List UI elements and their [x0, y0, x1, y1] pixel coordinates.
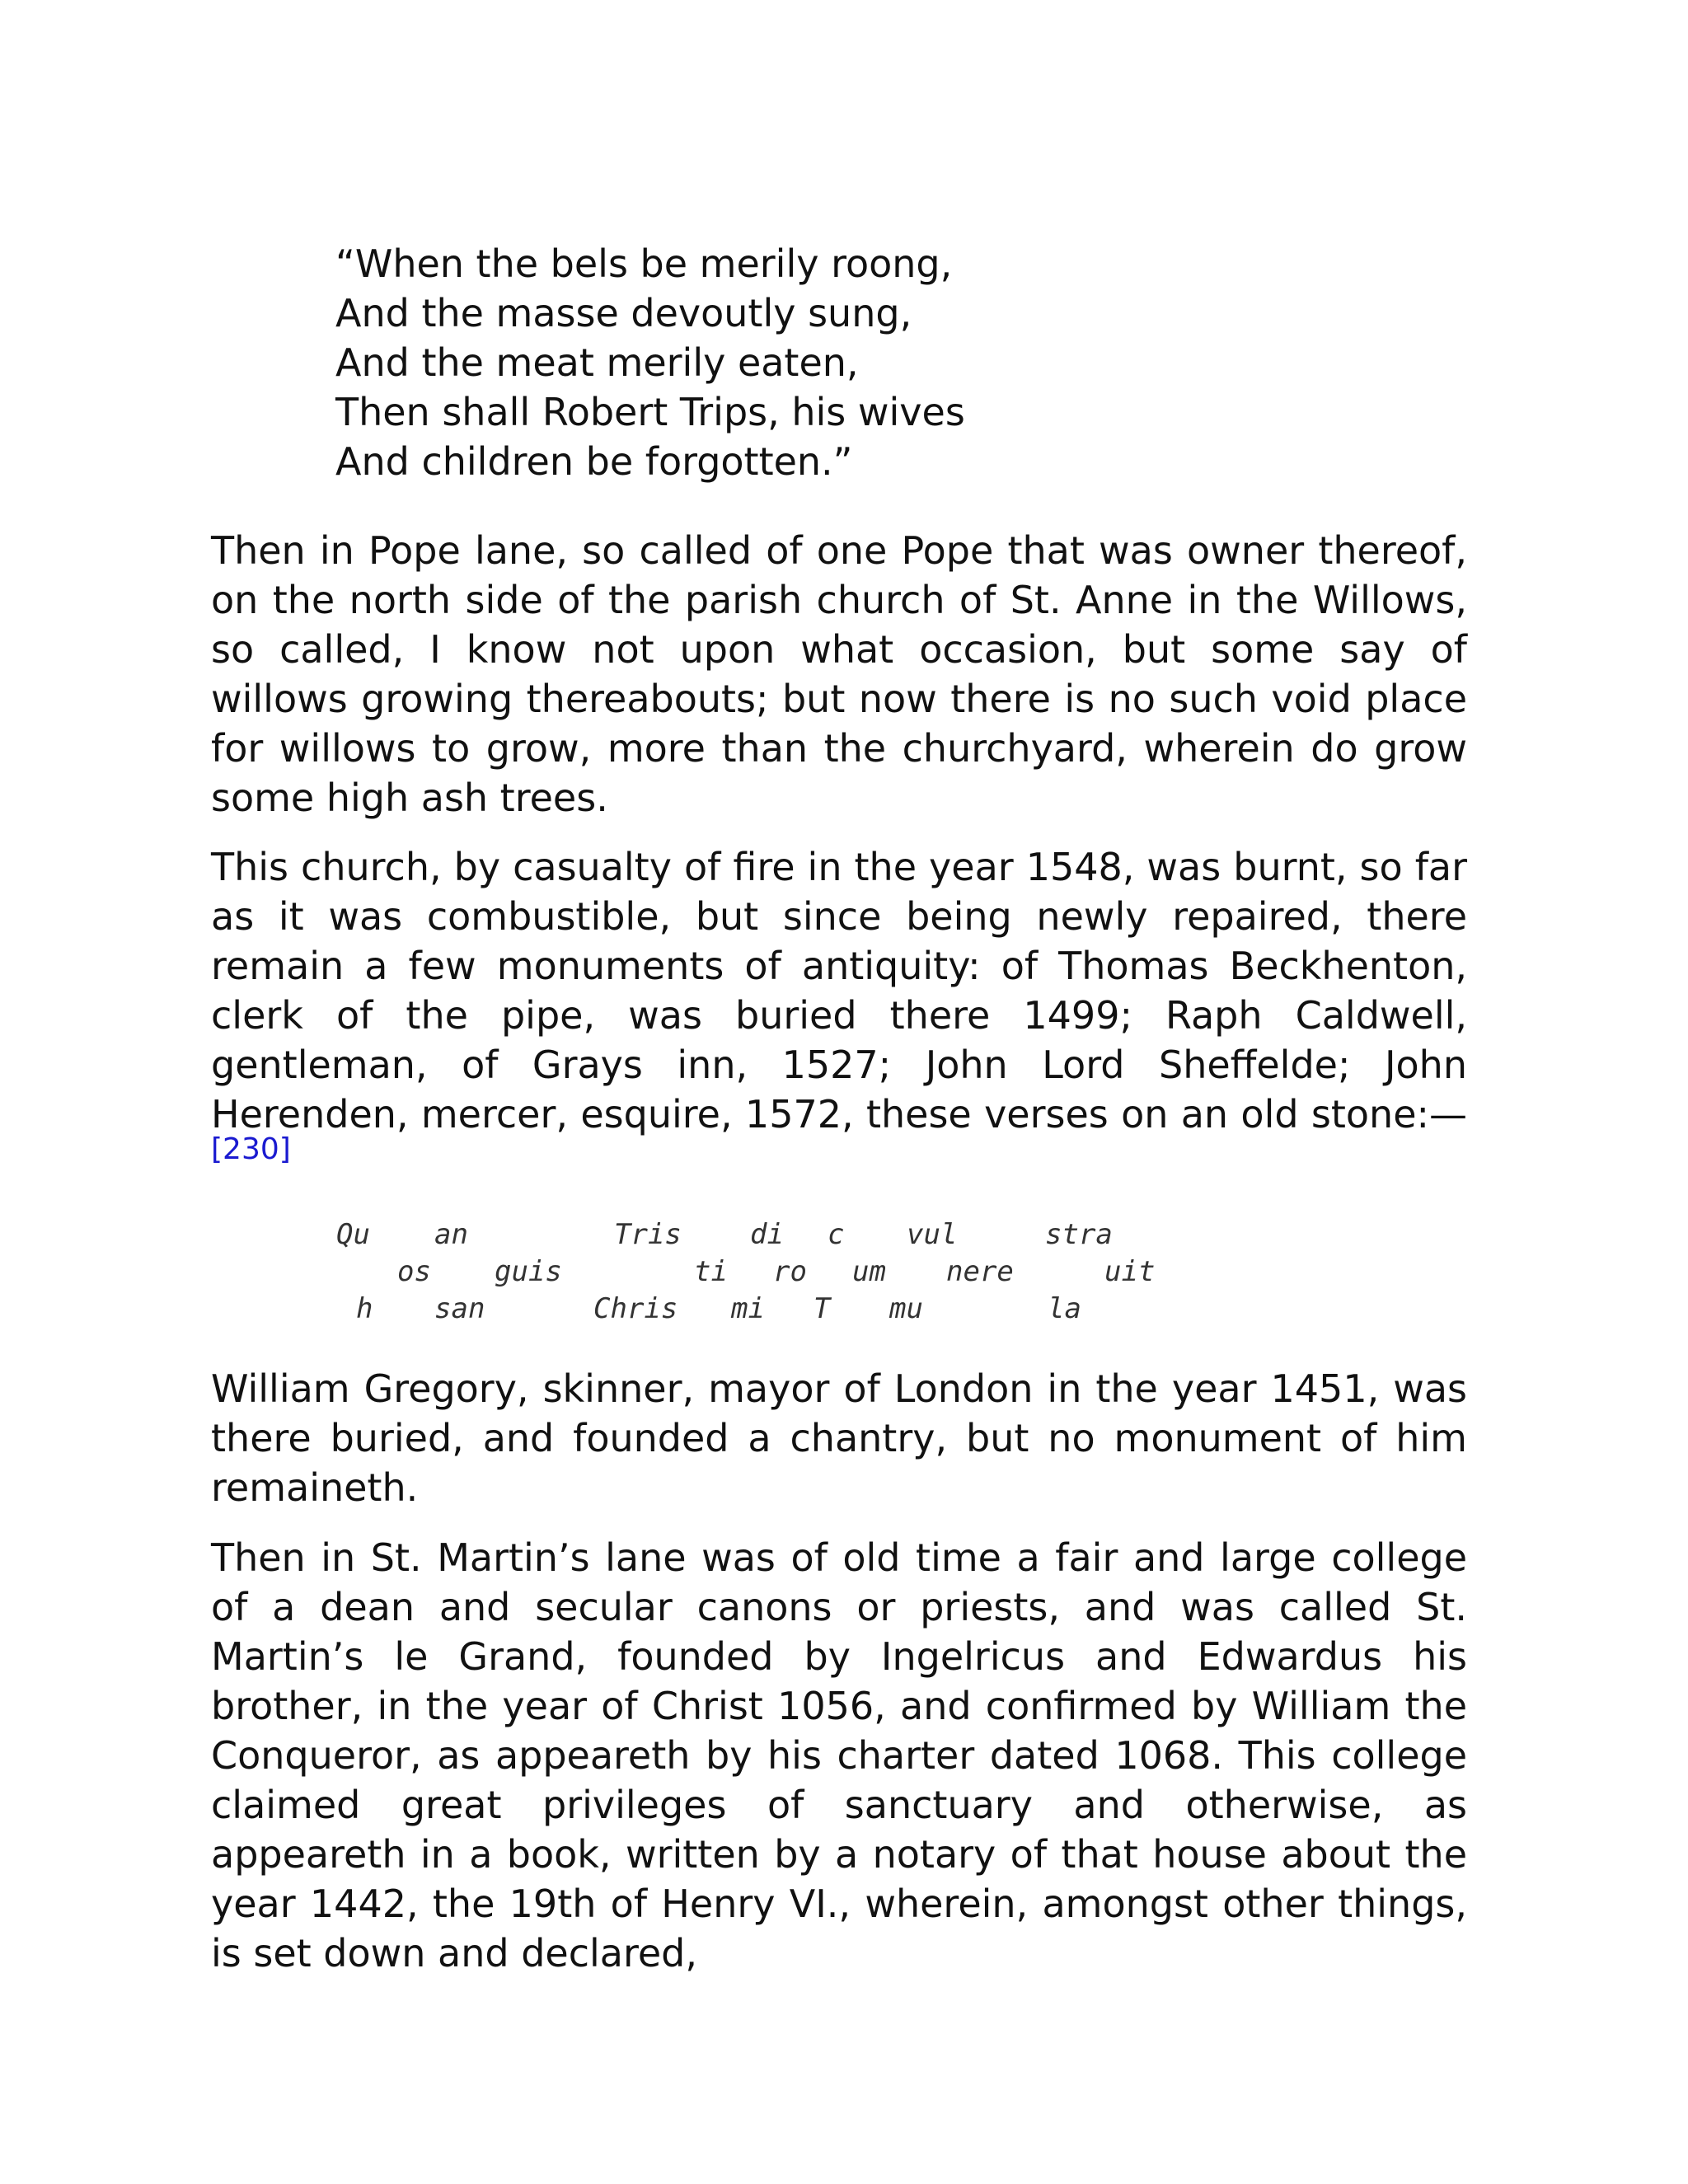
- paragraph-text: William Gregory, skinner, mayor of London in the year 1451, was there buried, and founded a chantry, but no monument of him remaineth.: [211, 1366, 1467, 1510]
- inscription-fragment: ti: [694, 1255, 728, 1288]
- inscription-fragment: h: [356, 1292, 373, 1325]
- inscription-fragment: ro: [773, 1255, 807, 1288]
- inscription-fragment: nere: [946, 1255, 1014, 1288]
- inscription-fragment: uit: [1104, 1255, 1156, 1288]
- inscription-fragment: san: [434, 1292, 485, 1325]
- paragraph-st-martins-lane: [211, 1533, 1467, 1978]
- inscription-fragment: um: [852, 1255, 886, 1288]
- inscription-fragment: Qu: [336, 1218, 370, 1251]
- inscription-fragment: di: [750, 1218, 784, 1251]
- paragraph-william-gregory: [211, 1364, 1467, 1512]
- inscription-fragment: Chris: [593, 1292, 678, 1325]
- inscription-fragment: mu: [889, 1292, 923, 1325]
- inscription-fragment: c: [828, 1218, 845, 1251]
- inscription-fragment: la: [1048, 1292, 1081, 1325]
- verse-line: Then shall Robert Trips, his wives: [335, 390, 965, 434]
- footnote-link[interactable]: [230]: [211, 1132, 291, 1166]
- verse-line: And the masse devoutly sung,: [335, 291, 912, 335]
- verse-block: [335, 239, 965, 486]
- verse-line: “When the bels be merily roong,: [335, 241, 953, 286]
- inscription-fragment: guis: [495, 1255, 562, 1288]
- paragraph-text: Then in Pope lane, so called of one Pope that was owner thereof, on the north side of the parish church of St. Anne in the Willows, so called, I know not upon what occasion, but some say of willows growing thereabouts; but now there is no such void place for willows to grow, more than the churchyard, wherein do grow some high ash trees.: [211, 528, 1467, 820]
- paragraph-text: This church, by casualty of fire in the year 1548, was burnt, so far as it was combustible, but since being newly repaired, there remain a few monuments of antiquity: of Thomas Beckhenton, clerk of the pipe, was buried there 1499; Raph Caldwell, gentleman, of Grays inn, 1527; John Lord Sheffelde; John Herenden, mercer, esquire, 1572, these verses on an old stone:—: [211, 845, 1467, 1137]
- verse-line: And the meat merily eaten,: [335, 340, 859, 385]
- inscription-fragment: Tris: [614, 1218, 682, 1251]
- inscription-fragment: vul: [907, 1218, 958, 1251]
- verse-line: And children be forgotten.”: [335, 439, 853, 484]
- paragraph-pope-lane: [211, 526, 1467, 823]
- inscription-fragment: os: [397, 1255, 431, 1288]
- inscription-fragment: T: [814, 1292, 831, 1325]
- inscription-fragment: an: [434, 1218, 468, 1251]
- paragraph-church-fire: [211, 842, 1467, 1188]
- inscription-fragment: stra: [1045, 1218, 1113, 1251]
- inscription-fragment: mi: [731, 1292, 765, 1325]
- stone-inscription: [330, 1218, 1236, 1333]
- paragraph-text: Then in St. Martin’s lane was of old time a fair and large college of a dean and secular canons or priests, and was called St. Martin’s le Grand, founded by Ingelricus and Edwardus his brother, in the year of Christ 1056, and confirmed by William the Conqueror, as appeareth by his charter dated 1068. This college claimed great privileges of sanctuary and otherwise, as appeareth in a book, written by a notary of that house about the year 1442, the 19th of Henry VI., wherein, amongst other things, is set down and declared,: [211, 1535, 1467, 1975]
